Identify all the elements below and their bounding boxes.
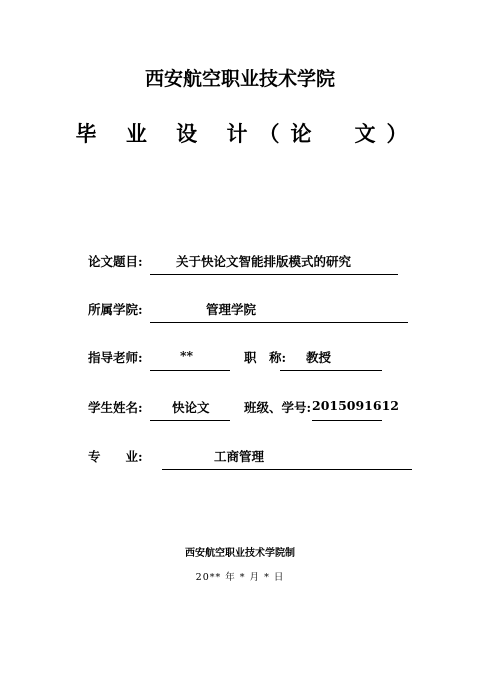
topic-label: 论文题目: — [88, 254, 143, 269]
rank-label: 职 称: — [244, 350, 287, 365]
student-label: 学生姓名: — [88, 400, 143, 415]
topic-value: 关于快论文智能排版模式的研究 — [176, 254, 352, 269]
major-value: 工商管理 — [214, 449, 265, 464]
school-title: 西安航空职业技术学院 — [144, 68, 335, 90]
major-underline — [162, 469, 412, 470]
advisor-value: ** — [180, 348, 194, 363]
footer-organization: 西安航空职业技术学院制 — [185, 548, 295, 559]
rank-underline — [280, 370, 382, 371]
class-underline — [312, 420, 382, 421]
advisor-label: 指导老师: — [88, 350, 143, 365]
thesis-title: 毕 业 设 计（论 文） — [75, 121, 419, 146]
major-label: 专 业: — [88, 449, 143, 464]
advisor-underline — [150, 370, 230, 371]
student-value: 快论文 — [172, 400, 210, 415]
class-value: 2015091612 — [312, 398, 399, 413]
topic-underline — [150, 274, 398, 275]
college-label: 所属学院: — [88, 302, 143, 317]
college-value: 管理学院 — [206, 302, 257, 317]
student-underline — [150, 420, 230, 421]
college-underline — [150, 322, 408, 323]
footer-date: 20** 年 * 月 * 日 — [195, 572, 285, 583]
class-label: 班级、学号: — [244, 400, 312, 415]
rank-value: 教授 — [306, 350, 332, 365]
